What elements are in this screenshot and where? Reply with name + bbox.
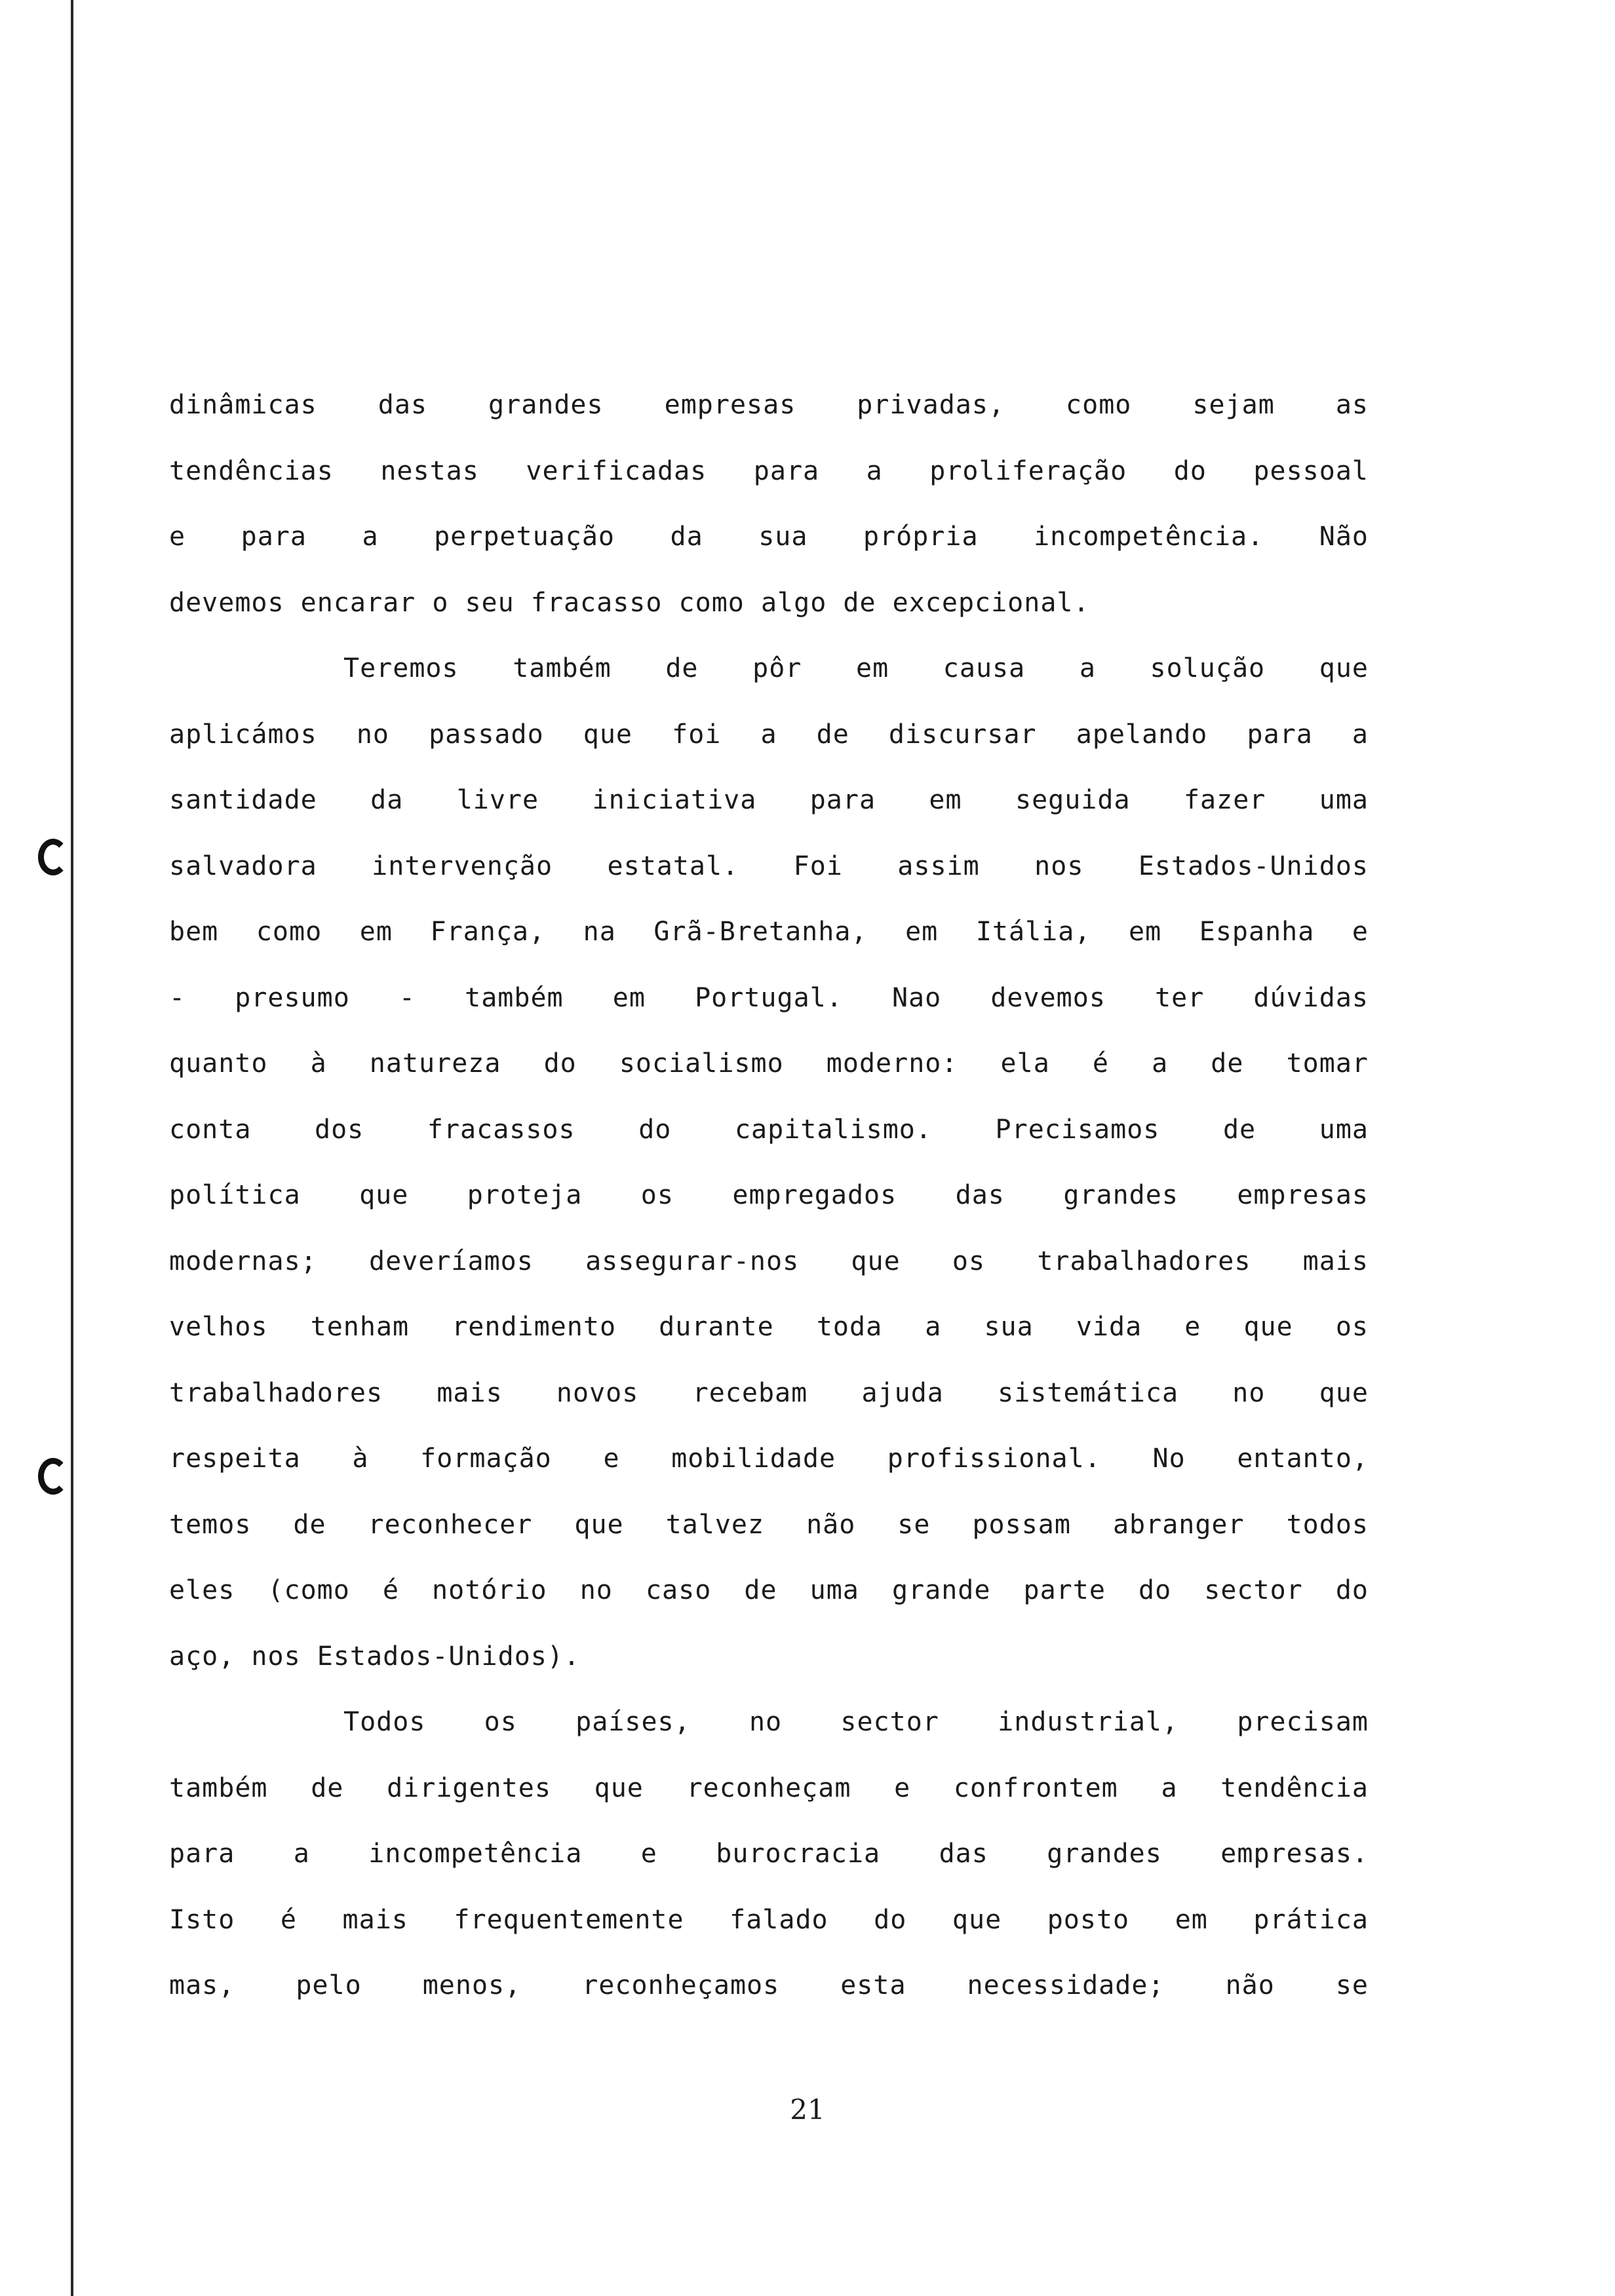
page-number: 21: [790, 2094, 825, 2126]
punch-hole-icon: [38, 1458, 68, 1495]
text-line: bem como em França, na Grã-Bretanha, em Itália, em Espanha e: [169, 917, 1369, 947]
text-line: modernas; deveríamos assegurar-nos que os trabalhadores mais: [169, 1246, 1369, 1276]
text-line: velhos tenham rendimento durante toda a sua vida e que os: [169, 1312, 1369, 1342]
text-line: trabalhadores mais novos recebam ajuda sistemática no que: [169, 1377, 1369, 1408]
text-line: aço, nos Estados-Unidos).: [169, 1641, 581, 1672]
left-margin-rule: [71, 0, 73, 2296]
text-line: santidade da livre iniciativa para em seguida fazer uma: [169, 785, 1369, 815]
text-line: Isto é mais frequentemente falado do que posto em prática: [169, 1904, 1369, 1935]
text-line: para a incompetência e burocracia das grandes empresas.: [169, 1839, 1369, 1869]
text-line: mas, pelo menos, reconheçamos esta necessidade; não se: [169, 1970, 1369, 2000]
text-line: também de dirigentes que reconheçam e confrontem a tendência: [169, 1772, 1369, 1803]
text-line: - presumo - também em Portugal. Nao devemos ter dúvidas: [169, 982, 1369, 1013]
text-line: salvadora intervenção estatal. Foi assim nos Estados-Unidos: [169, 851, 1369, 881]
text-line: política que proteja os empregados das grandes empresas: [169, 1180, 1369, 1210]
text-line: aplicámos no passado que foi a de discursar apelando para a: [169, 719, 1369, 750]
text-line: quanto à natureza do socialismo moderno: ela é a de tomar: [169, 1048, 1369, 1079]
punch-hole-icon: [38, 839, 68, 875]
text-line: devemos encarar o seu fracasso como algo de excepcional.: [169, 587, 1090, 618]
text-line: temos de reconhecer que talvez não se possam abranger todos: [169, 1509, 1369, 1540]
text-line: respeita à formação e mobilidade profissional. No entanto,: [169, 1444, 1369, 1474]
text-line: conta dos fracassos do capitalismo. Precisamos de uma: [169, 1114, 1369, 1145]
text-line: Todos os países, no sector industrial, precisam: [343, 1707, 1369, 1737]
body-text: [169, 372, 1369, 2019]
text-line: e para a perpetuação da sua própria incompetência. Não: [169, 522, 1369, 552]
text-line: dinâmicas das grandes empresas privadas, como sejam as: [169, 390, 1369, 420]
text-line: tendências nestas verificadas para a proliferação do pessoal: [169, 455, 1369, 486]
text-line: Teremos também de pôr em causa a solução que: [343, 653, 1369, 683]
text-line: eles (como é notório no caso de uma grande parte do sector do: [169, 1575, 1369, 1605]
